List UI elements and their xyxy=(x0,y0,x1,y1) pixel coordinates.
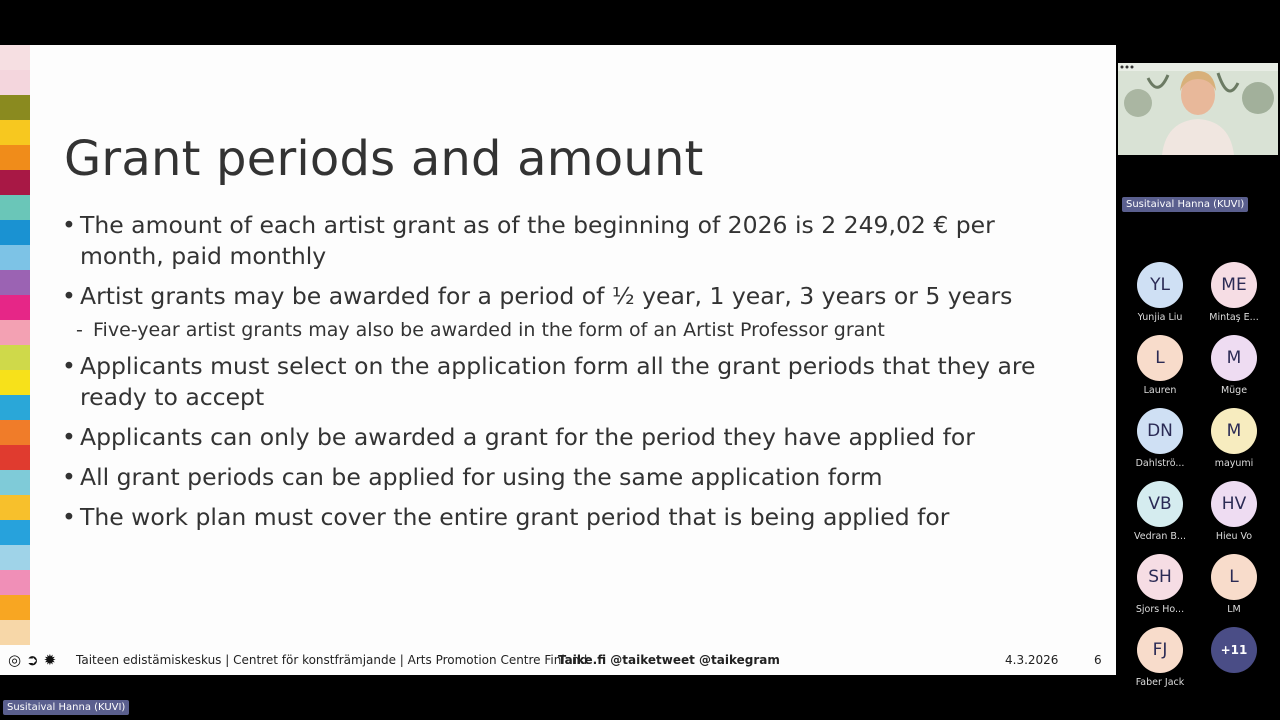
color-strip-segment xyxy=(0,45,30,70)
footer-web-handles: Taike.fi @taiketweet @taikegram xyxy=(558,653,780,667)
color-strip-segment xyxy=(0,420,30,445)
participant-name: LM xyxy=(1227,604,1241,615)
color-strip-segment xyxy=(0,120,30,145)
color-strip-segment xyxy=(0,345,30,370)
bullet-item: • Artist grants may be awarded for a period of ½ year, 1 year, 3 years or 5 years xyxy=(62,281,1072,312)
participant-name: Mintaş E... xyxy=(1209,312,1259,323)
participant-tile[interactable] xyxy=(1125,335,1195,401)
arrow-logo-icon: ➲ xyxy=(26,651,39,669)
more-participants-count: +11 xyxy=(1211,627,1257,673)
avatar: SH xyxy=(1137,554,1183,600)
avatar: FJ xyxy=(1137,627,1183,673)
bullet-item: • Applicants must select on the application form all the grant periods that they are ready to accept xyxy=(62,351,1072,413)
speaker-name-label: Susitaival Hanna (KUVI) xyxy=(1122,197,1248,212)
participant-name: Vedran B... xyxy=(1134,531,1186,542)
footer-page-number: 6 xyxy=(1094,653,1102,667)
participants-panel xyxy=(1116,45,1280,720)
color-strip-segment xyxy=(0,370,30,395)
speaker-video-frame xyxy=(1118,63,1278,155)
bullet-item: • Applicants can only be awarded a grant for the period they have applied for xyxy=(62,422,1072,453)
participant-tile[interactable] xyxy=(1125,554,1195,620)
color-strip-segment xyxy=(0,145,30,170)
avatar: HV xyxy=(1211,481,1257,527)
footer-organization: Taiteen edistämiskeskus | Centret för konstfrämjande | Arts Promotion Centre Finland xyxy=(76,653,588,667)
color-strip-segment xyxy=(0,395,30,420)
participant-tile[interactable] xyxy=(1125,408,1195,474)
participant-name: Müge xyxy=(1220,385,1248,396)
footer-logos xyxy=(8,652,56,668)
color-strip-segment xyxy=(0,520,30,545)
color-strip-segment xyxy=(0,570,30,595)
participant-tile[interactable] xyxy=(1125,627,1195,693)
participant-tile[interactable] xyxy=(1199,335,1269,401)
participant-name: Hieu Vo xyxy=(1215,531,1253,542)
participant-name: mayumi xyxy=(1214,458,1254,469)
top-bar xyxy=(0,0,1280,45)
avatar: DN xyxy=(1137,408,1183,454)
avatar: VB xyxy=(1137,481,1183,527)
participant-tile[interactable] xyxy=(1199,408,1269,474)
bullet-item: • The work plan must cover the entire grant period that is being applied for xyxy=(62,502,1072,533)
slide-footer xyxy=(0,645,1116,675)
color-strip-segment xyxy=(0,295,30,320)
spiral-logo-icon: ◎ xyxy=(8,651,22,669)
speaker-video[interactable] xyxy=(1118,63,1278,155)
participant-name: Dahlströ... xyxy=(1135,458,1185,469)
bullet-item: • All grant periods can be applied for using the same application form xyxy=(62,462,1072,493)
slide-title: Grant periods and amount xyxy=(64,131,704,187)
avatar: L xyxy=(1211,554,1257,600)
color-strip-segment xyxy=(0,545,30,570)
color-strip-segment xyxy=(0,320,30,345)
bullet-list xyxy=(62,210,1072,542)
participant-name: Yunjia Liu xyxy=(1137,312,1183,323)
footer-date: 4.3.2026 xyxy=(1005,653,1059,667)
participant-tile[interactable] xyxy=(1199,262,1269,328)
avatar: YL xyxy=(1137,262,1183,308)
bullet-item: • The amount of each artist grant as of the beginning of 2026 is 2 249,02 € per month, paid monthly xyxy=(62,210,1072,272)
color-strip-segment xyxy=(0,245,30,270)
sub-bullet-item: - Five-year artist grants may also be awarded in the form of an Artist Professor grant xyxy=(62,317,1072,343)
presentation-slide xyxy=(0,45,1116,675)
participant-tile[interactable] xyxy=(1125,262,1195,328)
more-participants-button[interactable] xyxy=(1199,627,1269,693)
color-strip-segment xyxy=(0,620,30,645)
color-strip-segment xyxy=(0,70,30,95)
color-strip-segment xyxy=(0,195,30,220)
color-strip-segment xyxy=(0,95,30,120)
speaker-name-label-bottom: Susitaival Hanna (KUVI) xyxy=(3,700,129,715)
bottom-bar xyxy=(0,675,1116,720)
avatar: M xyxy=(1211,335,1257,381)
participant-name: Lauren xyxy=(1143,385,1177,396)
color-strip-segment xyxy=(0,220,30,245)
participant-tile[interactable] xyxy=(1199,554,1269,620)
color-strip-segment xyxy=(0,470,30,495)
participant-tile[interactable] xyxy=(1125,481,1195,547)
avatar: ME xyxy=(1211,262,1257,308)
color-strip-segment xyxy=(0,595,30,620)
avatar: L xyxy=(1137,335,1183,381)
color-strip-segment xyxy=(0,170,30,195)
avatar: M xyxy=(1211,408,1257,454)
sun-logo-icon: ✹ xyxy=(43,651,57,669)
color-strip-segment xyxy=(0,270,30,295)
color-strip-segment xyxy=(0,495,30,520)
color-strip-segment xyxy=(0,445,30,470)
color-strip xyxy=(0,45,30,645)
participant-name: Faber Jack xyxy=(1135,677,1185,688)
participant-name: Sjors Ho... xyxy=(1135,604,1185,615)
participant-tile[interactable] xyxy=(1199,481,1269,547)
